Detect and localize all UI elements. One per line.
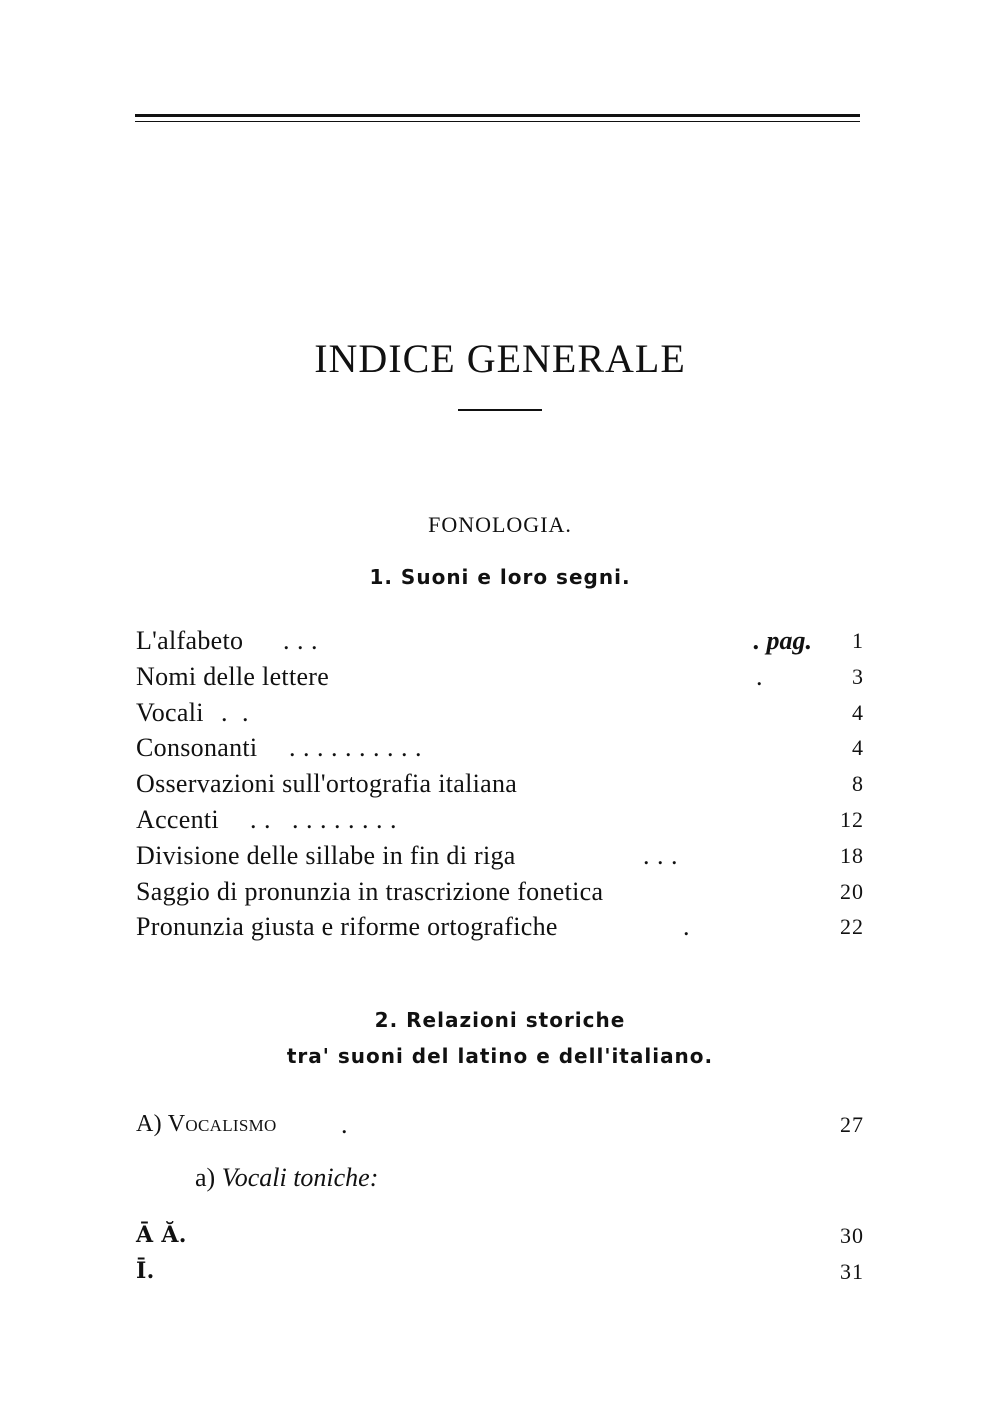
toc-row[interactable] [136, 659, 864, 695]
toc-entry-label: Nomi delle lettere [136, 661, 330, 691]
toc-row[interactable] [136, 1218, 864, 1254]
subsection-label: Vocali toniche: [221, 1163, 379, 1192]
toc-page-number: 1 [852, 628, 864, 653]
subsection-prefix: a) [195, 1163, 216, 1192]
toc-leader-dots: . [756, 661, 763, 691]
page-title: INDICE GENERALE [314, 336, 686, 381]
toc-row[interactable] [136, 874, 864, 910]
toc-row[interactable] [136, 802, 864, 838]
toc-entry-label: Osservazioni sull'ortografia italiana [136, 769, 518, 799]
section-heading: FONOLOGIA. [428, 512, 572, 537]
toc-page-number: 20 [840, 878, 864, 904]
toc-page-number: 27 [840, 1112, 864, 1137]
toc-row[interactable] [136, 909, 864, 945]
toc-entry-label: Divisione delle sillabe in fin di riga [136, 840, 516, 870]
toc-page-number: 30 [840, 1223, 864, 1248]
toc-row[interactable] [136, 623, 864, 659]
toc-row[interactable] [136, 1107, 864, 1143]
toc-entry-label: Consonanti [136, 733, 258, 763]
toc-page-number: 3 [852, 663, 864, 689]
toc-page-number: 18 [840, 842, 864, 868]
toc-page-number: 22 [840, 914, 864, 940]
toc-row[interactable] [136, 1254, 864, 1290]
toc-page-number: 4 [852, 699, 864, 725]
toc-leader-dots: . . . . . . . . . . [236, 804, 397, 834]
toc-entry-label: Pronunzia giusta e riforme ortografiche [136, 912, 558, 942]
toc-leader-dots: . . . [276, 626, 318, 655]
title-divider [458, 409, 542, 411]
toc-entry-label: Vocali [136, 697, 204, 727]
chapter-2-heading-line2: tra' suoni del latino e dell'italiano. [286, 1044, 714, 1068]
toc-page-number: 4 [852, 735, 864, 761]
subsection-heading [195, 1163, 378, 1193]
toc-entry-label: Saggio di pronunzia in trascrizione fonetica [136, 876, 604, 906]
toc-entry-label: Ā Ă. [136, 1222, 187, 1248]
toc-leader-dots: . . . [636, 840, 678, 870]
toc-leader-dots: . [334, 1110, 348, 1139]
toc-row[interactable] [136, 838, 864, 874]
chapter-1-heading: 1. Suoni e loro segni. [369, 565, 631, 589]
toc-entry-label: L'alfabeto [136, 626, 244, 655]
top-rule-thin [135, 121, 860, 122]
toc-row[interactable] [136, 730, 864, 766]
toc-entry-label: Ī. [136, 1257, 155, 1284]
toc-pag-label: . pag. [753, 626, 812, 655]
toc-row[interactable] [136, 766, 864, 802]
toc-leader-dots: . [676, 912, 690, 942]
top-rule-thick [135, 114, 860, 117]
toc-leader-dots: . . [214, 697, 249, 727]
toc-page-number: 12 [840, 806, 864, 832]
toc-row[interactable] [136, 695, 864, 731]
toc-page-number: 31 [840, 1258, 864, 1284]
toc-entry-label: A) Vocalismo [136, 1111, 277, 1137]
chapter-2-heading-line1: 2. Relazioni storiche [374, 1008, 626, 1032]
toc-vocalismo [136, 1107, 864, 1143]
toc-chapter-1 [136, 623, 864, 945]
toc-entry-label: Accenti [136, 804, 219, 834]
toc-page-number: 8 [852, 771, 864, 797]
toc-leader-dots: . . . . . . . . . . [282, 733, 422, 763]
toc-vowels [136, 1218, 864, 1290]
